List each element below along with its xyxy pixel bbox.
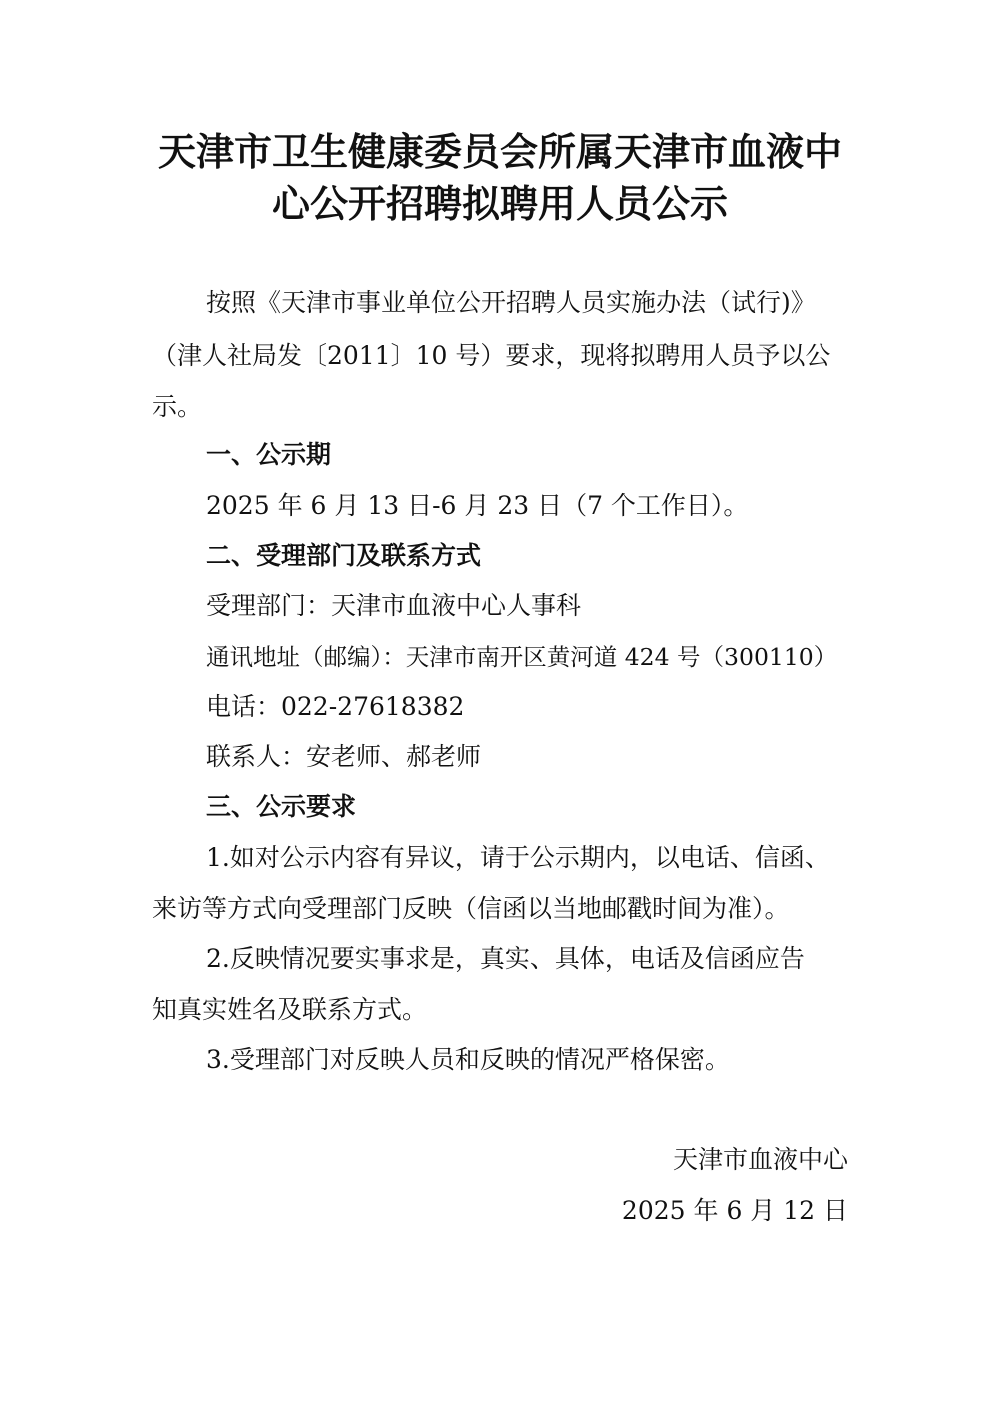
section1-text: 2025 年 6 月 13 日-6 月 23 日（7 个工作日）。 — [206, 491, 749, 520]
intro-line1: 按照《天津市事业单位公开招聘人员实施办法（试行)》 — [206, 288, 816, 317]
requirement2-line2: 知真实姓名及联系方式。 — [152, 995, 428, 1024]
section2-heading: 二、受理部门及联系方式 — [206, 541, 482, 570]
document-title-line2: 心公开招聘拟聘用人员公示 — [271, 182, 728, 226]
intro-line3: 示。 — [152, 392, 203, 421]
intro-line2: （津人社局发〔2011〕10 号）要求，现将拟聘用人员予以公 — [152, 341, 831, 370]
address-line: 通讯地址（邮编）：天津市南开区黄河道 424 号（300110） — [206, 643, 838, 671]
contact-line: 联系人：安老师、郝老师 — [206, 742, 482, 771]
section1-heading: 一、公示期 — [206, 440, 332, 469]
requirement1-line2: 来访等方式向受理部门反映（信函以当地邮戳时间为准）。 — [152, 894, 790, 923]
signature-organization: 天津市血液中心 — [672, 1145, 848, 1174]
requirement3-line1: 3.受理部门对反映人员和反映的情况严格保密。 — [206, 1045, 730, 1074]
dept-line: 受理部门：天津市血液中心人事科 — [206, 591, 582, 620]
section3-heading: 三、公示要求 — [206, 792, 357, 821]
document-title-line1: 天津市卫生健康委员会所属天津市血液中 — [157, 130, 842, 174]
requirement1-line1: 1.如对公示内容有异议，请于公示期内，以电话、信函、 — [206, 843, 830, 872]
phone-line: 电话：022-27618382 — [206, 692, 465, 721]
signature-date: 2025 年 6 月 12 日 — [621, 1196, 848, 1225]
requirement2-line1: 2.反映情况要实事求是，真实、具体，电话及信函应告 — [206, 944, 805, 973]
